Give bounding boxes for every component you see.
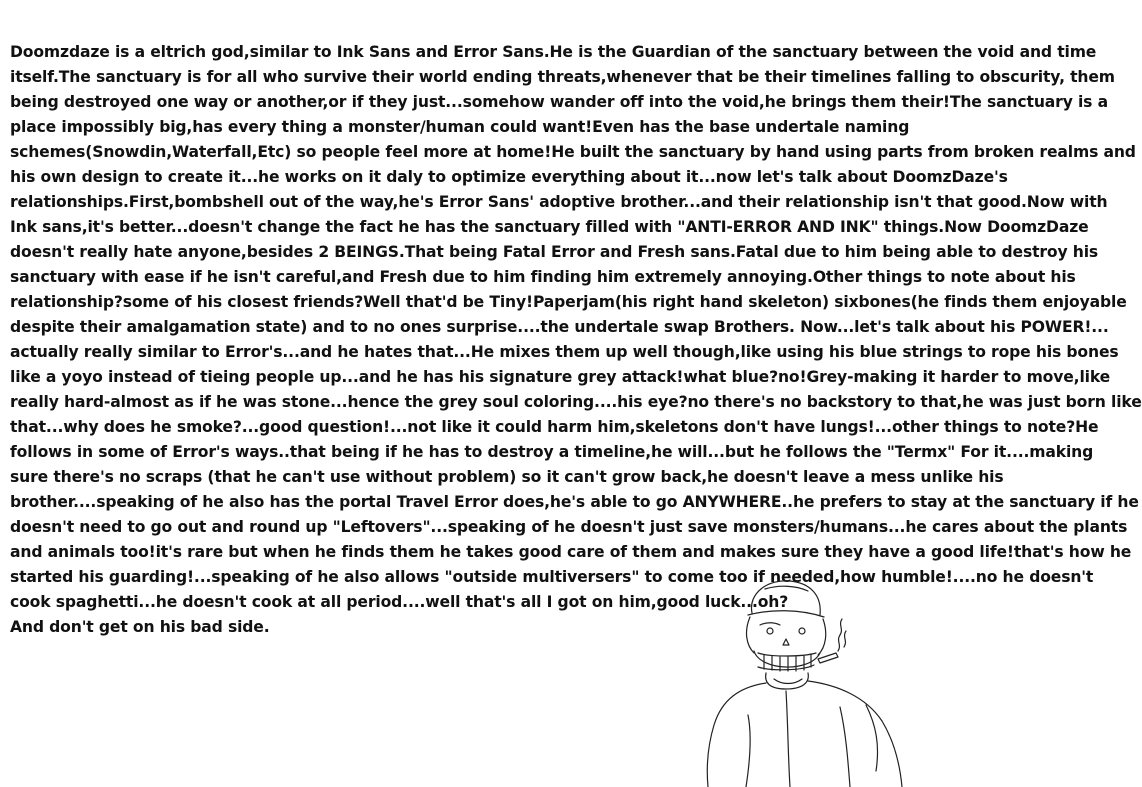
skull-right — [818, 619, 826, 655]
lore-text-line: cook spaghetti...he doesn't cook at all period....well that's all I got on him,good luck...oh? — [10, 593, 789, 611]
skull-left — [747, 617, 754, 653]
lore-text-line: his own design to create it...he works on it daly to optimize everything about it...now let's talk about DoomzDaze's — [10, 168, 1008, 186]
hoodie-fold-center — [786, 691, 790, 787]
eye-right-icon — [799, 628, 805, 634]
lore-text-line: sure there's no scraps (that he can't use without problem) so it can't grow back,he doesn't leave a mess unlike his — [10, 468, 1004, 486]
lore-text-line: really hard-almost as if he was stone...hence the grey soul coloring....his eye?no there's no backstory to that,he was just born like — [10, 393, 1142, 411]
lore-text-line: doesn't really hate anyone,besides 2 BEINGS.That being Fatal Error and Fresh sans.Fatal due to him being able to destroy his — [10, 243, 1099, 261]
lore-text-line: follows in some of Error's ways..that being if he has to destroy a timeline,he will...but he follows the "Termx" For it....making — [10, 443, 1094, 461]
eye-left-icon — [767, 628, 773, 634]
lore-text-line: doesn't need to go out and round up "Leftovers"...speaking of he doesn't just save monsters/humans...he cares about the plants — [10, 518, 1128, 536]
lore-text-line: started his guarding!...speaking of he also allows "outside multiversers" to come too if needed,how humble!....no he doesn't — [10, 568, 1094, 586]
lore-text-line: that...why does he smoke?...good question!...not like it could harm him,skeletons don't have lungs!...other things to note?He — [10, 418, 1099, 436]
arm-right — [866, 705, 878, 771]
hoodie-left-shoulder — [707, 683, 766, 787]
lore-text-line: and animals too!it's rare but when he finds them he takes good care of them and makes sure they have a good life!that's how he — [10, 543, 1132, 561]
collar-inner — [774, 679, 802, 684]
lore-text-line: Doomzdaze is a eltrich god,similar to Ink Sans and Error Sans.He is the Guardian of the sanctuary between the void and time — [10, 43, 1097, 61]
lore-text-line: like a yoyo instead of tieing people up...and he has his signature grey attack!what blue?no!Grey-making it harder to move,like — [10, 368, 1111, 386]
brow-left — [760, 623, 780, 625]
hoodie-fold-right — [840, 707, 850, 787]
lore-text-line: relationships.First,bombshell out of the way,he's Error Sans' adoptive brother...and their relationship isn't that good.Now with — [10, 193, 1108, 211]
smoke-icon — [838, 619, 842, 651]
hoodie-fold-left — [746, 715, 750, 787]
lore-text-line: sanctuary with ease if he isn't careful,and Fresh due to him finding him extremely annoying.Other things to note about his — [10, 268, 1076, 286]
hoodie-right-shoulder — [808, 681, 902, 787]
lore-text-line: And don't get on his bad side. — [10, 618, 270, 636]
lore-text-line: place impossibly big,has every thing a monster/human could want!Even has the base undertale naming — [10, 118, 910, 136]
lore-text-line: itself.The sanctuary is for all who survive their world ending threats,whenever that be their timelines falling to obscurity, them — [10, 68, 1115, 86]
skeleton-character-sketch — [690, 575, 1000, 787]
smoke-icon-2 — [844, 631, 846, 647]
nose — [783, 639, 789, 645]
cigarette-icon — [818, 653, 838, 663]
lore-text-block — [10, 40, 1142, 640]
lore-text-line: brother....speaking of he also has the portal Travel Error does,he's able to go ANYWHERE..he prefers to stay at the sanctuary if he — [10, 493, 1139, 511]
lore-text-line: actually really similar to Error's...and he hates that...He mixes them up well though,like using his blue strings to rope his bones — [10, 343, 1119, 361]
lore-text-line: Ink sans,it's better...doesn't change the fact he has the sanctuary filled with "ANTI-ERROR AND INK" things.Now DoomzDaze — [10, 218, 1089, 236]
lore-text-line: relationship?some of his closest friends?Well that'd be Tiny!Paperjam(his right hand skeleton) sixbones(he finds them enjoyable — [10, 293, 1127, 311]
lore-text-line: schemes(Snowdin,Waterfall,Etc) so people feel more at home!He built the sanctuary by hand using parts from broken realms and — [10, 143, 1136, 161]
teeth-top — [758, 653, 816, 656]
beanie-brim — [748, 611, 824, 617]
beanie-top-line — [765, 586, 808, 591]
lore-text-line: despite their amalgamation state) and to no ones surprise....the undertale swap Brothers. Now...let's talk about his POWER!... — [10, 318, 1109, 336]
collar — [766, 673, 809, 689]
lore-text-line: being destroyed one way or another,or if they just...somehow wander off into the void,he brings them their!The sanctuary is a — [10, 93, 1108, 111]
